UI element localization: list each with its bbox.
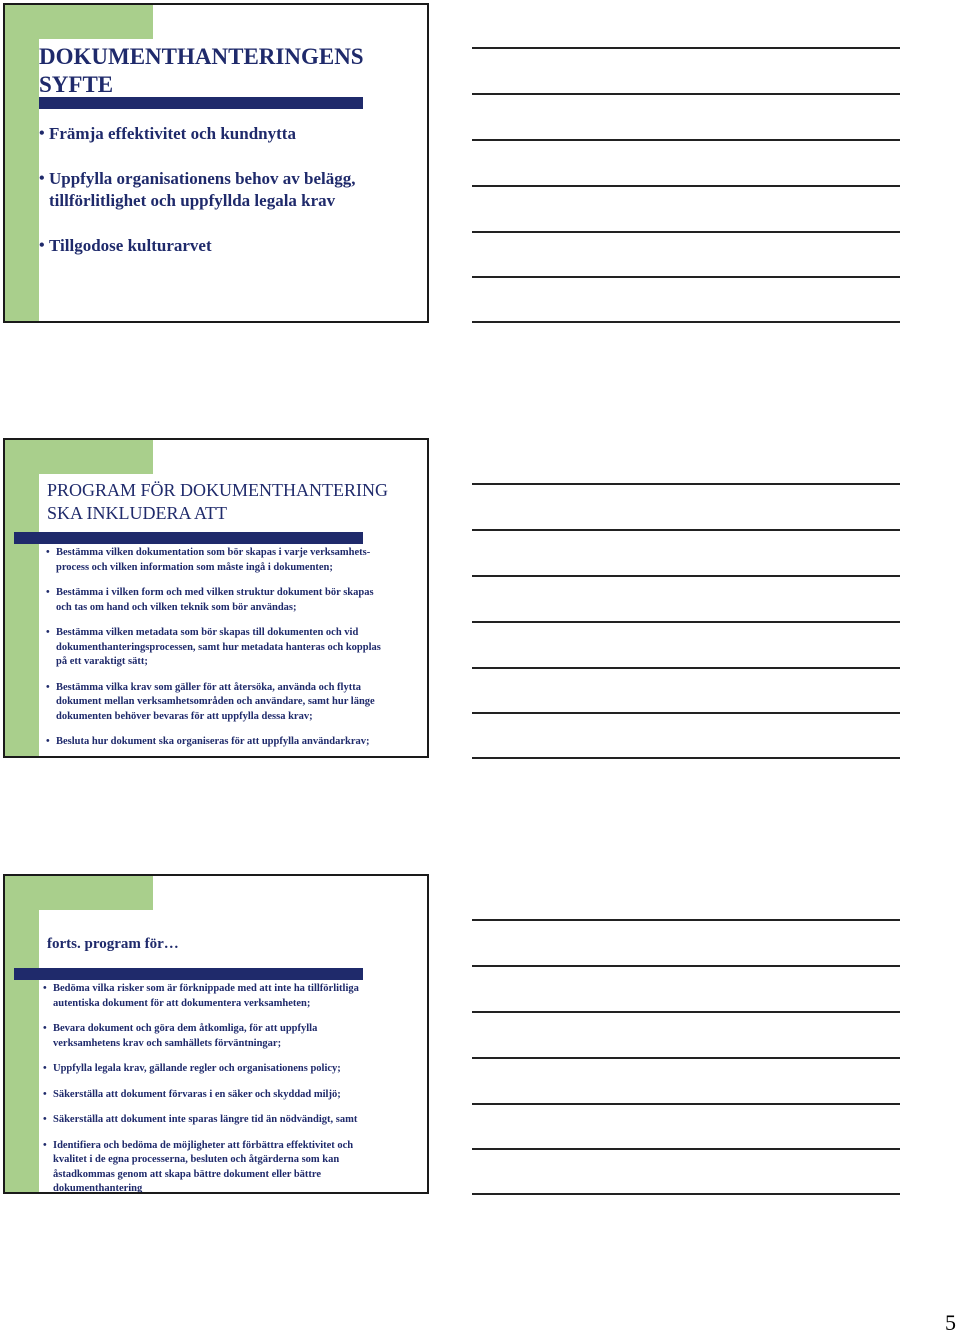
slide-green-band-horizontal [5, 5, 153, 39]
slide-1 [3, 3, 429, 323]
note-line [472, 93, 900, 95]
note-line [472, 919, 900, 921]
note-line [472, 529, 900, 531]
note-line [472, 757, 900, 759]
note-line [472, 712, 900, 714]
slide-2 [3, 438, 429, 758]
note-line [472, 47, 900, 49]
slide-title: PROGRAM FÖR DOKUMENTHANTERING SKA INKLUDERA ATT [47, 480, 389, 523]
bullet-item: • Bestämma i vilken form och med vilken struktur dokument bör skapas och tas om hand och vilken teknik som bör användas; [46, 586, 428, 615]
note-line [472, 321, 900, 323]
bullet-item: • Säkerställa att dokument förvaras i en säker och skyddad miljö; [43, 1088, 427, 1103]
title-underline-bar [39, 97, 363, 109]
slide-title: forts. program för… [47, 936, 179, 952]
note-line [472, 621, 900, 623]
note-line [472, 1103, 900, 1105]
slide-title: DOKUMENTHANTERINGENS SYFTE [39, 44, 364, 97]
bullet-item: • Besluta hur dokument ska organiseras för att uppfylla användarkrav; [46, 735, 428, 750]
page-number: 5 [945, 1310, 956, 1335]
note-line [472, 965, 900, 967]
bullet-item: • Bestämma vilken dokumentation som bör skapas i varje verksamhets- process och vilken information som måste ingå i dokumenten; [46, 546, 428, 575]
bullet-item: • Bestämma vilken metadata som bör skapas till dokumenten och vid dokumenthanteringsprocessen, samt hur metadata hanteras och kopplas på ett varaktigt sätt; [46, 626, 428, 670]
slide-3 [3, 874, 429, 1194]
title-underline-bar [14, 532, 363, 544]
title-underline-bar [14, 968, 363, 980]
bullet-item: • Främja effektivitet och kundnytta [39, 123, 419, 145]
bullet-item: • Bevara dokument och göra dem åtkomliga, för att uppfylla verksamhetens krav och samhällets förväntningar; [43, 1022, 427, 1051]
slide-green-band-horizontal [5, 440, 153, 474]
note-line [472, 276, 900, 278]
note-line [472, 575, 900, 577]
bullet-list [46, 546, 428, 758]
note-line [472, 1148, 900, 1150]
slide-green-band-vertical [5, 440, 39, 756]
note-line [472, 1011, 900, 1013]
bullet-item: • Tillgodose kulturarvet [39, 235, 419, 257]
note-line [472, 139, 900, 141]
note-line [472, 185, 900, 187]
note-line [472, 667, 900, 669]
bullet-item: • Säkerställa att dokument inte sparas längre tid än nödvändigt, samt [43, 1113, 427, 1128]
bullet-list [39, 123, 419, 280]
note-line [472, 1057, 900, 1059]
slide-green-band-vertical [5, 876, 39, 1192]
note-line [472, 231, 900, 233]
slide-green-band-vertical [5, 5, 39, 321]
bullet-list [43, 982, 427, 1194]
bullet-item: • Uppfylla legala krav, gällande regler och organisationens policy; [43, 1062, 427, 1077]
slide-green-band-horizontal [5, 876, 153, 910]
note-line [472, 1193, 900, 1195]
bullet-item: • Bedöma vilka risker som är förknippade med att inte ha tillförlitliga autentiska dokument för att dokumentera verksamheten; [43, 982, 427, 1011]
bullet-item: • Bestämma vilka krav som gäller för att återsöka, använda och flytta dokument mellan verksamhetsområden och användare, samt hur länge dokumenten behöver bevaras för att uppfylla dessa krav; [46, 681, 428, 725]
bullet-item: • Uppfylla organisationens behov av belägg, tillförlitlighet och uppfyllda legala krav [39, 168, 419, 212]
bullet-item: • Identifiera och bedöma de möjligheter att förbättra effektivitet och kvalitet i de egna processerna, besluten och åtgärderna som kan åstadkommas genom att skapa bättre dokument eller bättre dokumenthantering [43, 1139, 427, 1195]
note-line [472, 483, 900, 485]
